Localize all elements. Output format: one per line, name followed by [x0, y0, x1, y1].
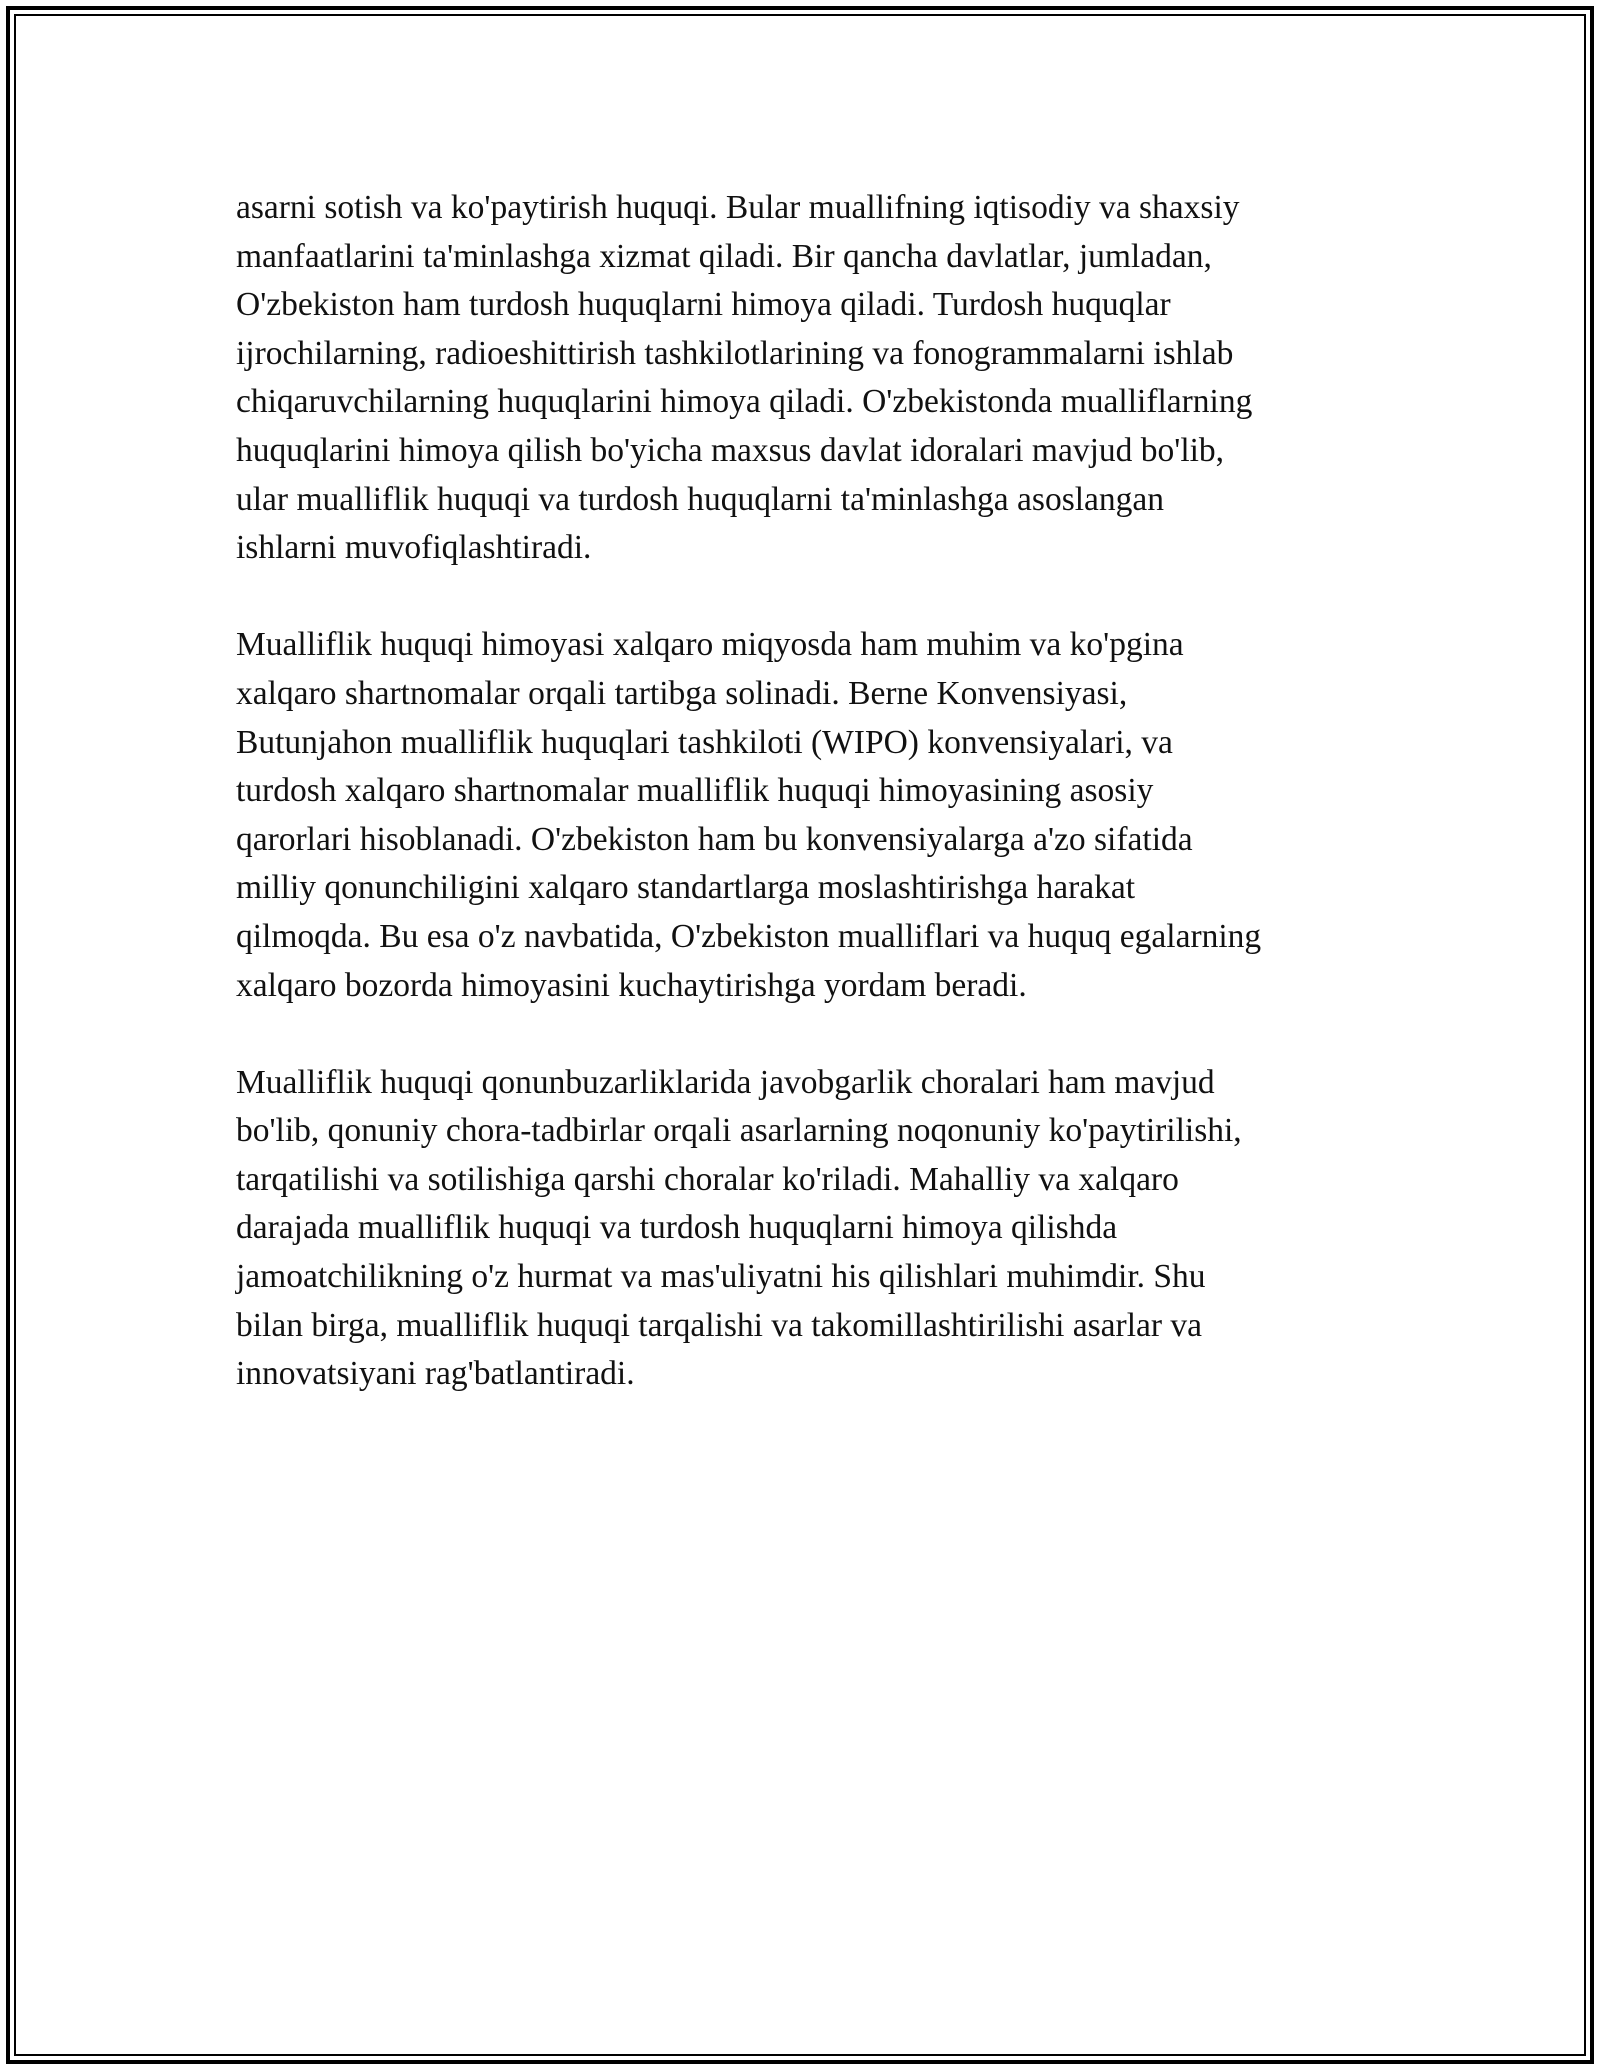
paragraph-2: Mualliflik huquqi himoyasi xalqaro miqyosda ham muhim va ko'pgina xalqaro shartnomalar orqali tartibga solinadi. Berne Konvensiyasi, Butunjahon mualliflik huquqlari tashkiloti (WIPO) konvensiyalari, va turdosh xalqaro shartnomalar mualliflik huquqi himoyasining asosiy qarorlari hisoblanadi. O'zbekiston ham bu konvensiyalarga a'zo sifatida milliy qonunchiligini xalqaro standartlarga moslashtirishga harakat qilmoqda. Bu esa o'z navbatida, O'zbekiston mualliflari va huquq egalarning xalqaro bozorda himoyasini kuchaytirishga yordam beradi. — [236, 626, 1262, 1004]
paragraph-1: asarni sotish va ko'paytirish huquqi. Bular muallifning iqtisodiy va shaxsiy manfaatlarini ta'minlashga xizmat qiladi. Bir qancha davlatlar, jumladan, O'zbekiston ham turdosh huquqlarni himoya qiladi. Turdosh huquqlar ijrochilarning, radioeshittirish tashkilotlarining va fonogrammalarni ishlab chiqaruvchilarning huquqlarini himoya qiladi. O'zbekistonda mualliflarning huquqlarini himoya qilish bo'yicha maxsus davlat idoralari mavjud bo'lib, ular mualliflik huquqi va turdosh huquqlarni ta'minlashga asoslangan ishlarni muvofiqlashtiradi. — [236, 189, 1253, 567]
document-body — [236, 184, 1386, 1399]
paragraph-3: Mualliflik huquqi qonunbuzarliklarida javobgarlik choralari ham mavjud bo'lib, qonuniy chora-tadbirlar orqali asarlarning noqonuniy ko'paytirilishi, tarqatilishi va sotilishiga qarshi choralar ko'riladi. Mahalliy va xalqaro darajada mualliflik huquqi va turdosh huquqlarni himoya qilishda jamoatchilikning o'z hurmat va mas'uliyatni his qilishlari muhimdir. Shu bilan birga, mualliflik huquqi tarqalishi va takomillashtirilishi asarlar va innovatsiyani rag'batlantiradi. — [236, 1063, 1242, 1393]
